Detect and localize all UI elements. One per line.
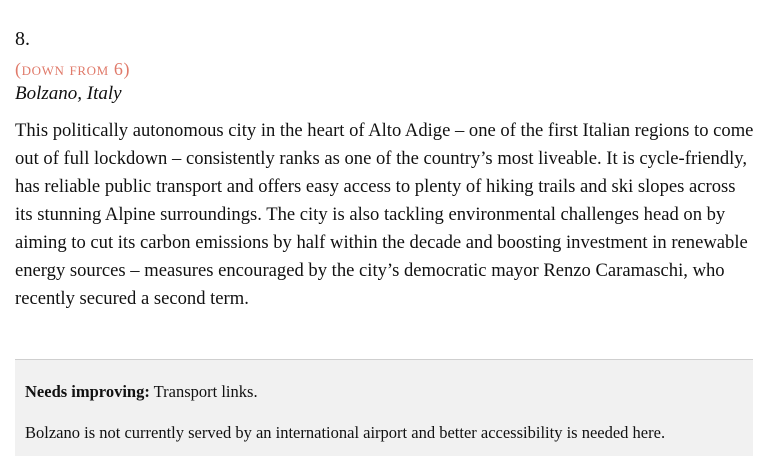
city-description: This politically autonomous city in the heart of Alto Adige – one of the first Italian regions to come out of full lockdown – consistently ranks as one of the country’s most liveable. It is cycle-friendly, has reliable public transport and offers easy access to plenty of hiking trails and ski slopes across its stunning Alpine surroundings. The city is also tackling environmental challenges head on by aiming to cut its carbon emissions by half within the decade and boosting investment in renewable energy sources – measures encouraged by the city’s democratic mayor Renzo Caramaschi, who recently secured a second term.	[15, 120, 754, 309]
needs-improving-detail: Bolzano is not currently served by an international airport and better accessibility is needed here.	[25, 423, 666, 442]
needs-improving-summary: Transport links.	[153, 382, 258, 401]
needs-improving-label: Needs improving:	[25, 382, 150, 401]
city-location: Bolzano, Italy	[15, 83, 122, 104]
rank-change: (down from 6)	[15, 59, 131, 79]
rank-number: 8.	[15, 28, 30, 50]
needs-improving-box	[15, 359, 753, 456]
needs-improving-line	[25, 382, 258, 402]
